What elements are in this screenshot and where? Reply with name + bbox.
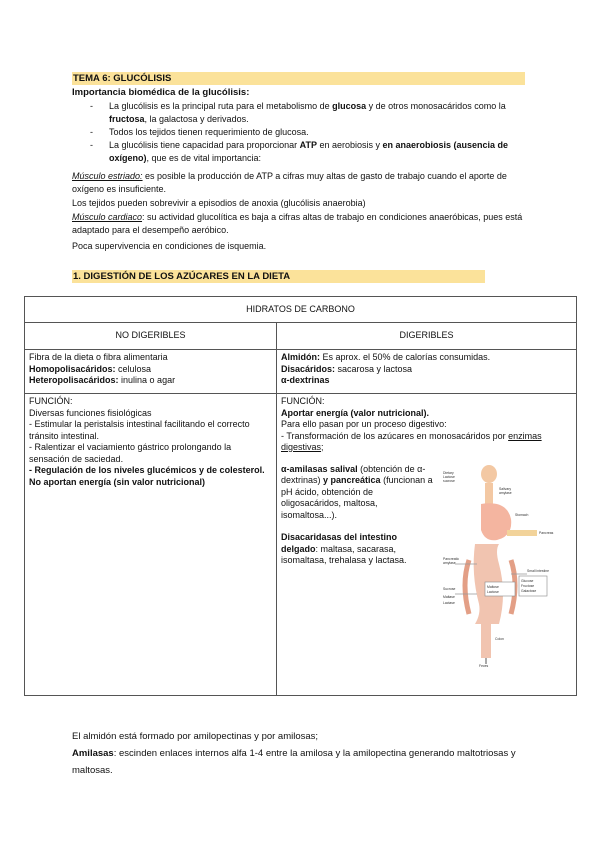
column-header-digeribles: DIGERIBLES <box>277 323 577 350</box>
cell-digeribles-funcion: FUNCIÓN: Aportar energía (valor nutricional). Para ello pasan por un proceso digestivo: - Transformación de los azúcares en monosacáridos por enzimas digestivas; α-amilasas salival (obtención de α-dextrinas) y pancreática (funcionan a pH ácido, obtención de oligosacáridos, maltosa, isomaltosa...). Disacaridasas del intestino delgado: maltasa, sacarasa, isomaltasa, trehalasa y lactasa. Dietary Lactose sucrose Salivary amylase Stomach Pancreas Pancreatic amylase Small intestine Maltose Lactose Glucose Fructose Galactose Sucrose Maltase Lactase Colon Feces <box>277 394 577 696</box>
paragraph-anoxia: Los tejidos pueden sobrevivir a episodios de anoxia (glucólisis anaerobia) <box>72 198 366 208</box>
figure-label: Salivary <box>499 486 512 491</box>
paragraph-musculo-estriado: Músculo estriado: es posible la producción de ATP a cifras muy altas de gasto de trabajo cuando el aporte de oxígeno es insuficiente. <box>72 171 507 194</box>
table-header: HIDRATOS DE CARBONO <box>25 297 577 323</box>
section-title-digestion: 1. DIGESTIÓN DE LOS AZÚCARES EN LA DIETA <box>72 270 485 283</box>
figure-label: Maltose <box>487 584 499 589</box>
paragraph-isquemia: Poca supervivencia en condiciones de isquemia. <box>72 241 267 251</box>
paragraph-musculo-cardiaco: Músculo cardiaco: su actividad glucolítica es baja a cifras altas de trabajo en condiciones anaeróbicas, pues está adaptado para el desempeño aeróbico. <box>72 212 523 235</box>
paragraph-almidon: El almidón está formado por amilopectinas y por amilosas; <box>72 731 319 742</box>
list-item: - La glucólisis es la principal ruta para el metabolismo de glucosa y de otros monosacáridos como la fructosa, la galactosa y derivados. <box>90 101 506 124</box>
figure-label: Maltase <box>443 594 455 599</box>
figure-label: Colon <box>495 636 504 641</box>
digestive-system-figure <box>441 464 563 668</box>
figure-label: sucrose <box>443 478 455 483</box>
bottom-text <box>72 728 542 779</box>
figure-label: amylase <box>443 560 456 565</box>
figure-label: Fructose <box>521 583 535 588</box>
cell-digeribles-tipos: Almidón: Es aprox. el 50% de calorías consumidas. Disacáridos: sacarosa y lactosa α-dextrinas <box>277 350 577 394</box>
figure-label: Pancreatic <box>443 556 460 561</box>
figure-label: Sucrose <box>443 586 456 591</box>
bullet-list <box>90 100 530 165</box>
figure-label: Pancreas <box>539 530 554 535</box>
cell-no-digeribles-funcion: FUNCIÓN: Diversas funciones fisiológicas - Estimular la peristalsis intestinal facilitando el correcto tránsito intestinal. - Ralentizar el vaciamiento gástrico prolongando la sensación de saciedad. - Regulación de los niveles glucémicos y de colesterol. No aportan energía (sin valor nutricional) <box>25 394 277 696</box>
carbohydrates-table <box>24 296 577 696</box>
figure-label: Lactose <box>443 474 455 479</box>
figure-label: Stomach <box>515 512 529 517</box>
digestive-diagram <box>441 464 563 668</box>
figure-label: Lactose <box>487 589 499 594</box>
figure-label: Dietary <box>443 470 454 475</box>
subtitle-importancia: Importancia biomédica de la glucólisis: <box>72 87 250 98</box>
figure-label: Galactose <box>521 588 537 593</box>
figure-label: amylase <box>499 490 512 495</box>
figure-label: Small intestine <box>527 568 550 573</box>
figure-label: Glucose <box>521 578 534 583</box>
section-title-glucolisis: TEMA 6: GLUCÓLISIS <box>72 72 525 85</box>
column-header-no-digeribles: NO DIGERIBLES <box>25 323 277 350</box>
paragraph-amilasas: Amilasas: escinden enlaces internos alfa 1-4 entre la amilosa y la amilopectina generando maltotriosas y maltosas. <box>72 748 516 776</box>
list-item: - Todos los tejidos tienen requerimiento de glucosa. <box>90 127 309 137</box>
list-item: - La glucólisis tiene capacidad para proporcionar ATP en aerobiosis y en anaerobiosis (ausencia de oxígeno), que es de vital importancia: <box>90 140 509 163</box>
cell-no-digeribles-tipos: Fibra de la dieta o fibra alimentaria Homopolisacáridos: celulosa Heteropolisacáridos: inulina o agar <box>25 350 277 394</box>
figure-label: Lactase <box>443 600 455 605</box>
figure-label: Feces <box>479 663 489 668</box>
